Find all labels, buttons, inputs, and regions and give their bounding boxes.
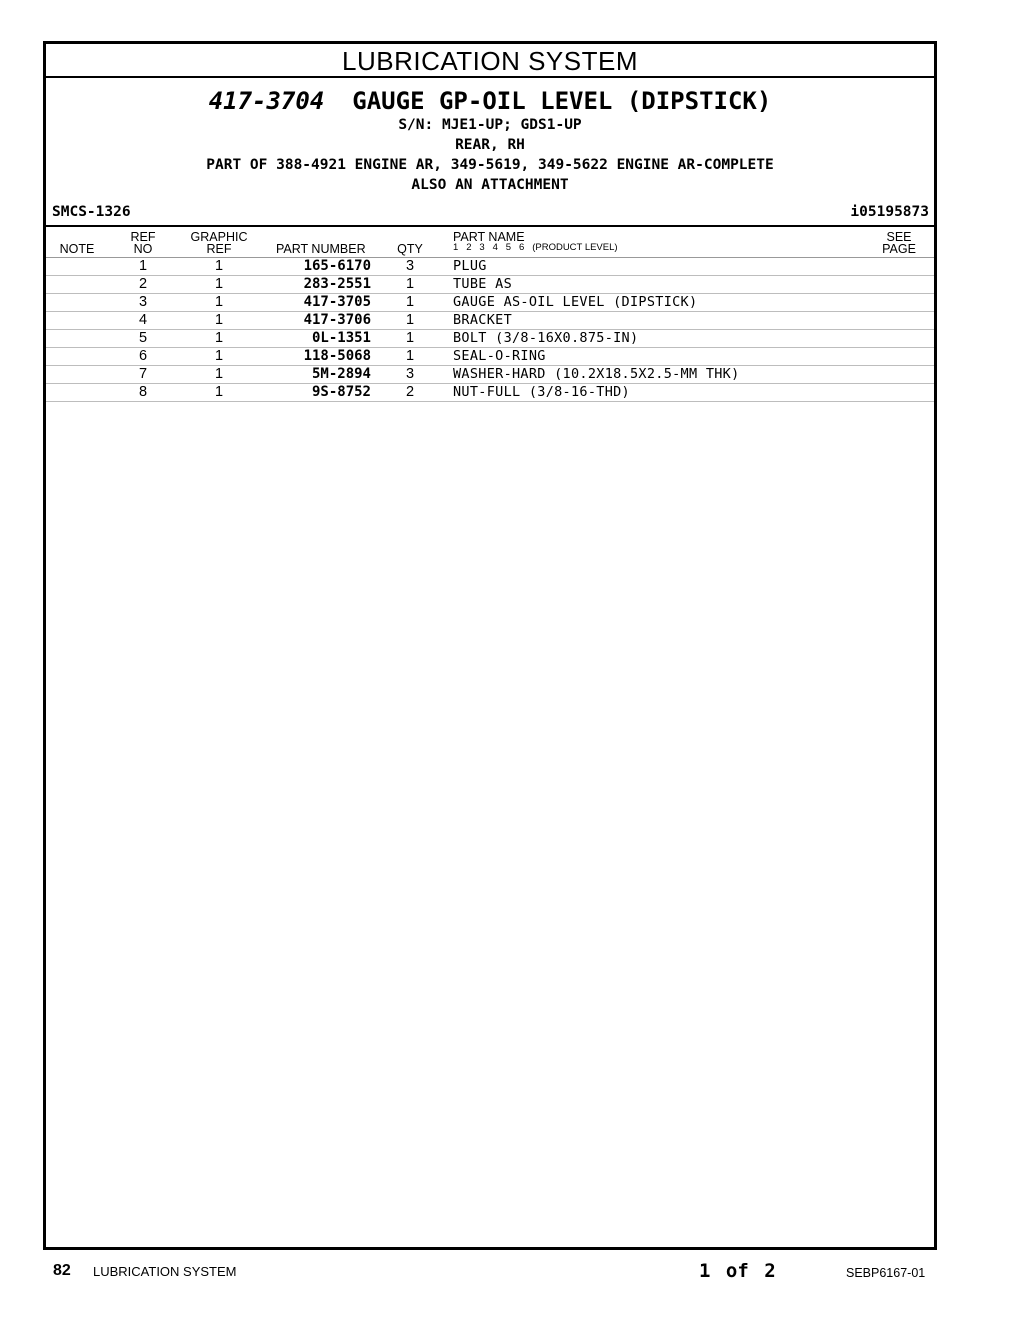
graphic-ref: 1 <box>214 312 224 328</box>
col-graphic-bottom: REF <box>206 242 232 256</box>
table-row <box>46 312 934 330</box>
table-row <box>46 366 934 384</box>
illustration-id: i05195873 <box>850 204 929 220</box>
graphic-ref: 1 <box>214 258 224 274</box>
parts-page-frame <box>43 41 937 1250</box>
group-header <box>46 87 934 195</box>
ref-no: 7 <box>138 366 148 382</box>
part-name: SEAL-O-RING <box>453 348 546 364</box>
graphic-ref: 1 <box>214 294 224 310</box>
part-number: 417-3705 <box>303 294 371 310</box>
table-row <box>46 348 934 366</box>
page-number: 82 <box>53 1262 71 1279</box>
column-headers <box>46 227 934 258</box>
parts-list <box>46 258 934 402</box>
sheet-indicator: 1 of 2 <box>699 1260 776 1282</box>
graphic-ref: 1 <box>214 330 224 346</box>
col-ref-top: REF <box>130 230 156 244</box>
graphic-ref: 1 <box>214 384 224 400</box>
col-qty: QTY <box>397 242 423 256</box>
serial-range: S/N: MJE1-UP; GDS1-UP <box>398 117 582 133</box>
part-number: 5M-2894 <box>311 366 371 382</box>
part-name: TUBE AS <box>453 276 512 292</box>
qty: 1 <box>405 330 415 346</box>
qty: 1 <box>405 276 415 292</box>
table-row <box>46 384 934 402</box>
col-part-number: PART NUMBER <box>276 242 366 256</box>
col-graphic-top: GRAPHIC <box>190 230 248 244</box>
col-ref-bottom: NO <box>133 242 153 256</box>
attachment-text: ALSO AN ATTACHMENT <box>411 177 569 193</box>
reference-row <box>46 201 934 227</box>
ref-no: 4 <box>138 312 148 328</box>
part-number: 118-5068 <box>303 348 371 364</box>
part-of-text: PART OF 388-4921 ENGINE AR, 349-5619, 349-5622 ENGINE AR-COMPLETE <box>206 157 774 173</box>
qty: 1 <box>405 348 415 364</box>
table-row <box>46 294 934 312</box>
part-name: PLUG <box>453 258 487 274</box>
group-part-name: GAUGE GP-OIL LEVEL (DIPSTICK) <box>352 87 772 115</box>
qty: 2 <box>405 384 415 400</box>
ref-no: 3 <box>138 294 148 310</box>
part-number: 283-2551 <box>303 276 371 292</box>
ref-no: 1 <box>138 258 148 274</box>
part-number: 0L-1351 <box>311 330 371 346</box>
part-name: BRACKET <box>453 312 512 328</box>
part-name: GAUGE AS-OIL LEVEL (DIPSTICK) <box>453 294 698 310</box>
ref-no: 5 <box>138 330 148 346</box>
graphic-ref: 1 <box>214 348 224 364</box>
page-footer <box>0 1258 1020 1288</box>
qty: 3 <box>405 366 415 382</box>
graphic-ref: 1 <box>214 366 224 382</box>
publication-number: SEBP6167-01 <box>846 1266 926 1280</box>
qty: 3 <box>405 258 415 274</box>
table-row <box>46 330 934 348</box>
footer-section: LUBRICATION SYSTEM <box>93 1264 237 1279</box>
location-text: REAR, RH <box>455 137 525 153</box>
col-note: NOTE <box>59 242 95 256</box>
ref-no: 8 <box>138 384 148 400</box>
section-title: LUBRICATION SYSTEM <box>46 44 934 78</box>
col-see-bottom: PAGE <box>882 242 916 256</box>
part-name: WASHER-HARD (10.2X18.5X2.5-MM THK) <box>453 366 740 382</box>
col-see-top: SEE <box>886 230 912 244</box>
col-part-name: PART NAME <box>453 230 525 244</box>
part-number: 9S-8752 <box>311 384 371 400</box>
col-product-level: 1 2 3 4 5 6 (PRODUCT LEVEL) <box>453 242 618 253</box>
group-title <box>46 87 934 115</box>
table-row <box>46 258 934 276</box>
part-name: NUT-FULL (3/8-16-THD) <box>453 384 630 400</box>
smcs-code: SMCS-1326 <box>52 204 131 220</box>
part-number: 417-3706 <box>303 312 371 328</box>
group-part-number: 417-3704 <box>208 87 325 115</box>
qty: 1 <box>405 312 415 328</box>
qty: 1 <box>405 294 415 310</box>
part-name: BOLT (3/8-16X0.875-IN) <box>453 330 639 346</box>
table-row <box>46 276 934 294</box>
graphic-ref: 1 <box>214 276 224 292</box>
ref-no: 6 <box>138 348 148 364</box>
part-number: 165-6170 <box>303 258 371 274</box>
ref-no: 2 <box>138 276 148 292</box>
